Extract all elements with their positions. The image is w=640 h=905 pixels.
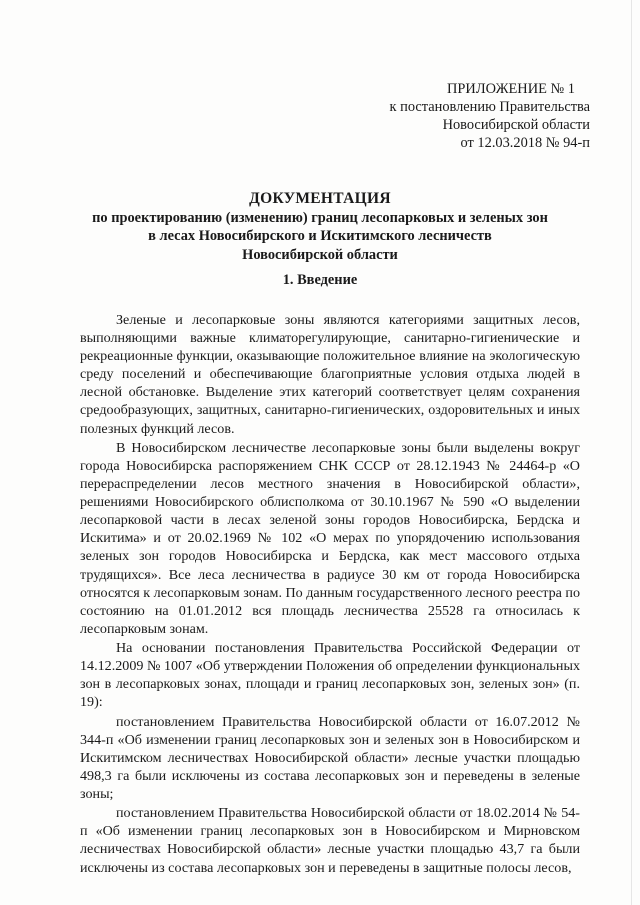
attachment-reference: к постановлению Правительства [389, 99, 590, 115]
body-paragraph: постановлением Правительства Новосибирской области от 18.02.2014 № 54-п «Об изменении границ лесопарковых зон в Новосибирском и Мирновском лесничествах Новосибирской области» лесные участки площадью 43,7 га были исключены из состава лесопарковых зон и переведены в защитные полосы лесов, [80, 805, 580, 876]
document-body [80, 311, 580, 878]
document-title [60, 190, 580, 264]
attachment-title: ПРИЛОЖЕНИЕ № 1 [447, 81, 575, 97]
body-paragraph: На основании постановления Правительства Российской Федерации от 14.12.2009 № 1007 «Об утверждении Положения об определении функциональных зон в лесопарковых зонах, площади и границ лесопарковых зон, зеленых зон» (п. 19): [80, 640, 580, 711]
document-title-main: ДОКУМЕНТАЦИЯ [249, 190, 391, 207]
section-heading: 1. Введение [282, 272, 358, 288]
attachment-region: Новосибирской области [442, 117, 590, 133]
document-title-line: Новосибирской области [242, 246, 398, 263]
document-title-line: в лесах Новосибирского и Искитимского лесничеств [148, 228, 492, 244]
scan-edge [631, 0, 632, 905]
body-paragraph: В Новосибирском лесничестве лесопарковые зоны были выделены вокруг города Новосибирска распоряжением СНК СССР от 28.12.1943 № 24464-р «О перераспределении лесов местного значения в Новосибирской области», решениями Новосибирского облисполкома от 30.10.1967 № 590 «О выделении лесопарковой части в лесах зеленой зоны городов Новосибирска, Бердска и Искитима» и от 20.02.1969 № 102 «О мерах по упорядочению использования зеленых зон городов Новосибирска и Бердска, как мест массового отдыха трудящихся». Все леса лесничества в радиусе 30 км от города Новосибирска относятся к лесопарковым зонам. По данным государственного лесного реестра по состоянию на 01.01.2012 вся площадь лесничества 25528 га относилась к лесопарковым зонам. [80, 439, 580, 637]
attachment-date-number: от 12.03.2018 № 94-п [460, 135, 590, 151]
attachment-header [340, 80, 590, 152]
document-title-line: по проектированию (изменению) границ лесопарковых и зеленых зон [92, 209, 548, 226]
body-paragraph: Зеленые и лесопарковые зоны являются категориями защитных лесов, выполняющими важные климаторегулирующие, санитарно-гигиенические и рекреационные функции, оказывающие положительное влияние на экологическую среду поселений и обеспечивающие благоприятные условия отдыха людей в лесной обстановке. Выделение этих категорий соответствует целям сохранения средообразующих, защитных, санитарно-гигиенических, оздоровительных и иных полезных функций лесов. [80, 312, 580, 437]
body-paragraph: постановлением Правительства Новосибирской области от 16.07.2012 № 344-п «Об изменении границ лесопарковых зон и зеленых зон в Новосибирском и Искитимском лесничествах Новосибирской области» лесные участки площадью 498,3 га были исключены из состава лесопарковых зон и переведены в зеленые зоны; [80, 713, 580, 802]
